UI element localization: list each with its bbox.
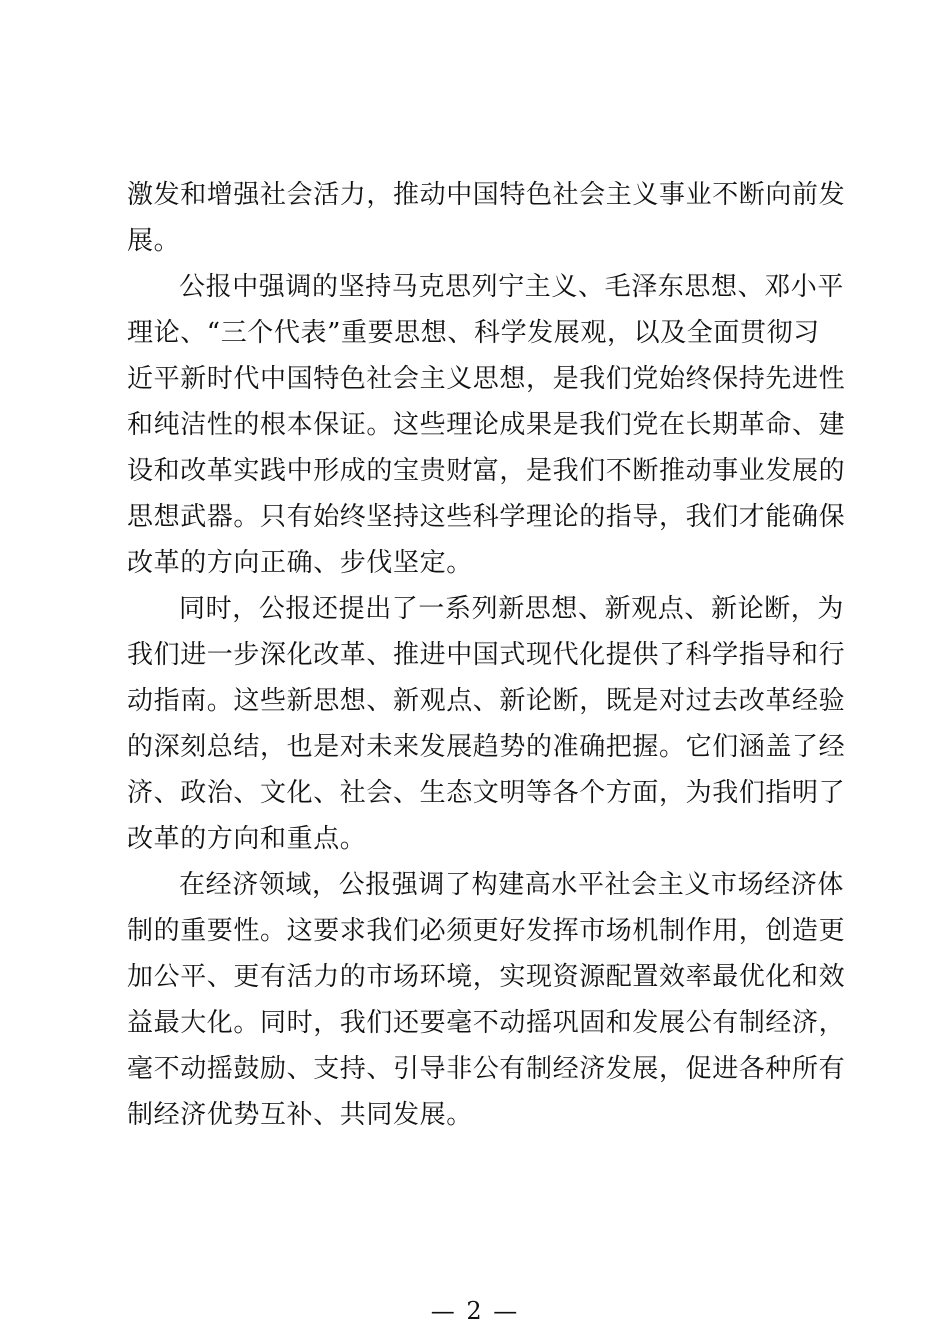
text-line: 益最大化。同时，我们还要毫不动摇巩固和发展公有制经济， <box>127 1008 846 1038</box>
text-line: 我们进一步深化改革、推进中国式现代化提供了科学指导和行 <box>127 640 846 670</box>
body-text <box>127 172 846 1138</box>
text-line: 同时，公报还提出了一系列新思想、新观点、新论断，为 <box>179 594 845 624</box>
text-line: 展。 <box>127 226 181 256</box>
text-line: 毫不动摇鼓励、支持、引导非公有制经济发展，促进各种所有 <box>127 1054 846 1084</box>
text-line: 近平新时代中国特色社会主义思想，是我们党始终保持先进性 <box>127 364 846 394</box>
paragraph-4 <box>127 862 846 1138</box>
text-line: 改革的方向正确、步伐坚定。 <box>127 548 473 578</box>
page-number: — 2 — <box>430 1297 520 1325</box>
text-line: 公报中强调的坚持马克思列宁主义、毛泽东思想、邓小平 <box>179 272 845 302</box>
text-line: 思想武器。只有始终坚持这些科学理论的指导，我们才能确保 <box>127 502 846 532</box>
text-line: 激发和增强社会活力，推动中国特色社会主义事业不断向前发 <box>127 180 846 210</box>
paragraph-1 <box>127 172 846 264</box>
text-line: 的深刻总结，也是对未来发展趋势的准确把握。它们涵盖了经 <box>127 732 846 762</box>
text-line: 动指南。这些新思想、新观点、新论断，既是对过去改革经验 <box>127 686 846 716</box>
text-line: 在经济领域，公报强调了构建高水平社会主义市场经济体 <box>179 870 845 900</box>
text-line: 理论、“三个代表”重要思想、科学发展观，以及全面贯彻习 <box>127 318 820 348</box>
paragraph-2 <box>127 264 846 586</box>
text-line: 制经济优势互补、共同发展。 <box>127 1100 473 1130</box>
text-line: 设和改革实践中形成的宝贵财富，是我们不断推动事业发展的 <box>127 456 846 486</box>
paragraph-3 <box>127 586 846 862</box>
text-line: 济、政治、文化、社会、生态文明等各个方面，为我们指明了 <box>127 778 846 808</box>
text-line: 改革的方向和重点。 <box>127 824 367 854</box>
text-line: 加公平、更有活力的市场环境，实现资源配置效率最优化和效 <box>127 962 846 992</box>
text-line: 和纯洁性的根本保证。这些理论成果是我们党在长期革命、建 <box>127 410 846 440</box>
text-line: 制的重要性。这要求我们必须更好发挥市场机制作用，创造更 <box>127 916 846 946</box>
